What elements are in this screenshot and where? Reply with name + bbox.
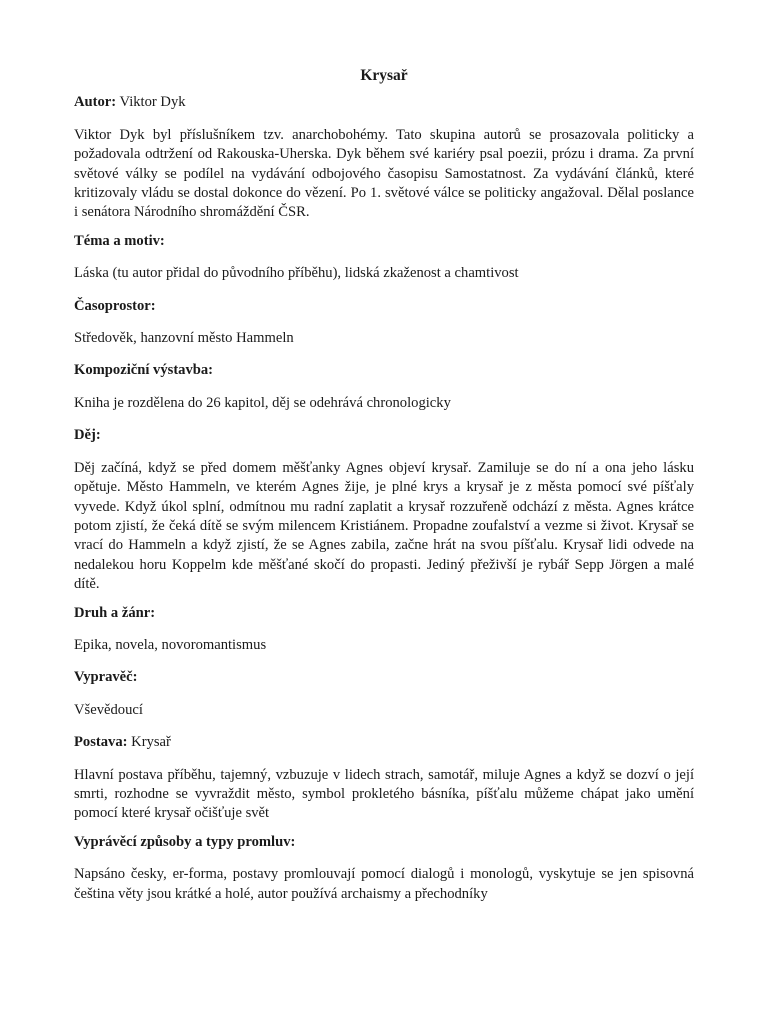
narrator-heading: Vypravěč: bbox=[74, 669, 138, 686]
plot-heading: Děj: bbox=[74, 427, 101, 444]
document-title: Krysař bbox=[360, 67, 408, 84]
author-bio: Viktor Dyk byl příslušníkem tzv. anarchobohémy. Tato skupina autorů se prosazovala politicky a požadovala odtržení od Rakouska-Uherska. Dyk během své kariéry psal poezii, prózu i drama. Za první světové války se podílel na vydávání odbojového časopisu Samostatnost. Za vydávání článků, které kritizovaly vládu se dostal dokonce do vězení. Po 1. světové válce se politicky angažoval. Dělal poslance i senátora Národního shromáždění ČSR. bbox=[74, 126, 694, 221]
author-value: Viktor Dyk bbox=[119, 94, 186, 111]
genre-text: Epika, novela, novoromantismus bbox=[74, 636, 267, 653]
plot-text: Děj začíná, když se před domem měšťanky Agnes objeví krysař. Zamiluje se do ní a ona jeho lásku opětuje. Město Hammeln, ve kterém Agnes žije, je plné krys a krysař je z města pomocí své píšťaly vyvede. Když úkol splní, odmítnou mu radní zaplatit a krysař rozzuřeně odchází z města. Agnes krátce potom zjistí, že čeká dítě se svým milencem Kristiánem. Propadne zoufalství a vezme si život. Krysař se vrací do Hammeln a když zjistí, že se Agnes zabila, začne hrát na svou píšťalu. Krysař lidi odvede na nedalekou horu Koppelm kde měšťané skočí do propasti. Jediný přeživší je rybář Sepp Jörgen a malé dítě. bbox=[74, 459, 694, 593]
theme-heading: Téma a motiv: bbox=[74, 232, 165, 249]
character-line bbox=[74, 733, 694, 752]
narrator-text: Vševědoucí bbox=[74, 701, 143, 718]
composition-text: Kniha je rozdělena do 26 kapitol, děj se odehrává chronologicky bbox=[74, 394, 451, 411]
character-value: Krysař bbox=[131, 734, 171, 751]
character-text: Hlavní postava příběhu, tajemný, vzbuzuje v lidech strach, samotář, miluje Agnes a když se dozví o její smrti, rozhodne se vyvraždit město, symbol prokletého básníka, píšťalu můžeme chápat jako umění pomocí které krysař očišťuje svět bbox=[74, 766, 694, 822]
character-label: Postava: bbox=[74, 734, 128, 751]
genre-heading: Druh a žánr: bbox=[74, 604, 156, 621]
narration-text: Napsáno česky, er-forma, postavy promlouvají pomocí dialogů i monologů, vyskytuje se jen spisovná čeština věty jsou krátké a holé, autor používá archaismy a přechodníky bbox=[74, 866, 694, 902]
chronotope-text: Středověk, hanzovní město Hammeln bbox=[74, 330, 294, 347]
composition-heading: Kompoziční výstavba: bbox=[74, 362, 214, 379]
theme-text: Láska (tu autor přidal do původního příběhu), lidská zkaženost a chamtivost bbox=[74, 265, 519, 282]
narration-heading: Vyprávěcí způsoby a typy promluv: bbox=[74, 833, 296, 850]
author-line bbox=[74, 93, 694, 112]
author-label: Autor: bbox=[74, 94, 117, 111]
chronotope-heading: Časoprostor: bbox=[74, 297, 156, 314]
